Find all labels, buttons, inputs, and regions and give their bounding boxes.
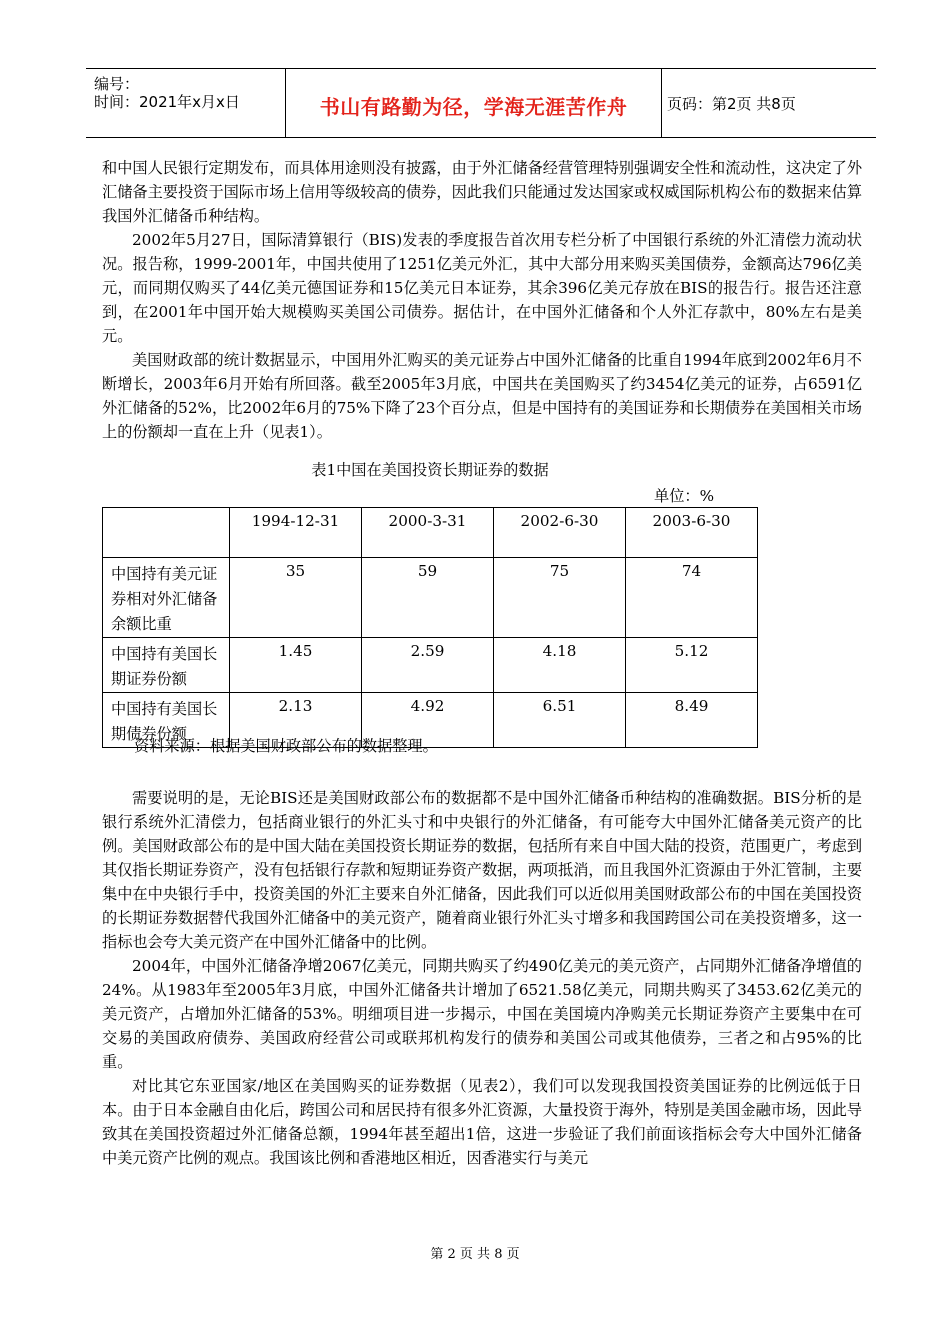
table-cell: 8.49 xyxy=(626,693,758,748)
table-cell: 2.59 xyxy=(362,638,494,693)
data-table xyxy=(102,507,758,748)
motto: 书山有路勤为径，学海无涯苦作舟 xyxy=(319,95,628,119)
table-cell: 74 xyxy=(626,558,758,638)
row-label: 中国持有美国长期债券份额 xyxy=(103,693,230,748)
column-header: 2000-3-31 xyxy=(362,508,494,558)
table-row xyxy=(103,558,758,638)
table-cell: 1.45 xyxy=(230,638,362,693)
table-corner-cell xyxy=(103,508,230,558)
table-cell: 4.18 xyxy=(494,638,626,693)
body-text-top xyxy=(102,156,862,444)
table-cell: 2.13 xyxy=(230,693,362,748)
table-header-row xyxy=(103,508,758,558)
row-label: 中国持有美元证券相对外汇储备余额比重 xyxy=(103,558,230,638)
paragraph: 和中国人民银行定期发布，而具体用途则没有披露，由于外汇储备经营管理特别强调安全性和流动性，这决定了外汇储备主要投资于国际市场上信用等级较高的债券，因此我们只能通过发达国家或权威国际机构公布的数据来估算我国外汇储备币种结构。 xyxy=(102,159,862,225)
header-meta xyxy=(86,69,284,137)
row-label: 中国持有美国长期证券份额 xyxy=(103,638,230,693)
column-header: 1994-12-31 xyxy=(230,508,362,558)
table-cell: 35 xyxy=(230,558,362,638)
page-info: 页码：第2页 共8页 xyxy=(667,95,796,113)
date-label: 时间：2021年x月x日 xyxy=(94,93,240,111)
column-header: 2003-6-30 xyxy=(626,508,758,558)
paragraph: 2002年5月27日，国际清算银行（BIS)发表的季度报告首次用专栏分析了中国银行系统的外汇清偿力流动状况。报告称，1999-2001年，中国共使用了1251亿美元外汇，其中大部分用来购买美国债券，金额高达796亿美元，而同期仅购买了44亿美元德国证券和15亿美元日本证券，其余396亿美元存放在BIS的报告行。报告还注意到，在2001年中国开始大规模购买美国公司债券。据估计，在中国外汇储备和个人外汇存款中，80%左右是美元。 xyxy=(102,231,862,345)
paragraph: 需要说明的是，无论BIS还是美国财政部公布的数据都不是中国外汇储备币种结构的准确数据。BIS分析的是银行系统外汇清偿力，包括商业银行的外汇头寸和中央银行的外汇储备，有可能夸大中国外汇储备美元资产的比例。美国财政部公布的是中国大陆在美国投资长期证券的数据，包括所有来自中国大陆的投资，范围更广，考虑到其仅指长期证券资产，没有包括银行存款和短期证券资产数据，两项抵消，而且我国外汇资源由于外汇管制，主要集中在中央银行手中，投资美国的外汇主要来自外汇储备，因此我们可以近似用美国财政部公布的中国在美国投资的长期证券数据替代我国外汇储备中的美元资产，随着商业银行外汇头寸增多和我国跨国公司在美投资增多，这一指标也会夸大美元资产在中国外汇储备中的比例。 xyxy=(102,789,862,951)
page-footer: 第 2 页 共 8 页 xyxy=(430,1247,520,1262)
body-text-bottom xyxy=(102,786,862,1170)
paragraph: 美国财政部的统计数据显示，中国用外汇购买的美元证券占中国外汇储备的比重自1994年底到2002年6月不断增长，2003年6月开始有所回落。截至2005年3月底，中国共在美国购买了约3454亿美元的证券，占6591亿外汇储备的52%，比2002年6月的75%下降了23个百分点，但是中国持有的美国证券和长期债券在美国相关市场上的份额却一直在上升（见表1）。 xyxy=(102,351,862,441)
table-source: 资料来源：根据美国财政部公布的数据整理。 xyxy=(134,737,438,755)
page-header xyxy=(86,68,876,138)
column-header: 2002-6-30 xyxy=(494,508,626,558)
paragraph: 2004年，中国外汇储备净增2067亿美元，同期共购买了约490亿美元的美元资产，占同期外汇储备净增值的24%。从1983年至2005年3月底，中国外汇储备共计增加了6521.58亿美元，同期共购买了3453.62亿美元的美元资产，占增加外汇储备的53%。明细项目进一步揭示，中国在美国境内净购美元长期证券资产主要集中在可交易的美国政府债券、美国政府经营公司或联邦机构发行的债券和美国公司或其他债券，三者之和占95%的比重。 xyxy=(102,957,862,1071)
table-unit: 单位：% xyxy=(654,487,714,505)
paragraph: 对比其它东亚国家/地区在美国购买的证券数据（见表2），我们可以发现我国投资美国证券的比例远低于日本。由于日本金融自由化后，跨国公司和居民持有很多外汇资源，大量投资于海外，特别是美国金融市场，因此导致其在美国投资超过外汇储备总额，1994年甚至超出1倍，这进一步验证了我们前面该指标会夸大中国外汇储备中美元资产比例的观点。我国该比例和香港地区相近，因香港实行与美元 xyxy=(102,1077,862,1167)
table-cell: 4.92 xyxy=(362,693,494,748)
table-cell: 75 xyxy=(494,558,626,638)
table-cell: 5.12 xyxy=(626,638,758,693)
table-row xyxy=(103,638,758,693)
table-cell: 6.51 xyxy=(494,693,626,748)
serial-label: 编号： xyxy=(94,75,140,93)
header-motto-cell xyxy=(285,69,662,137)
header-page-cell xyxy=(661,69,876,137)
table-cell: 59 xyxy=(362,558,494,638)
table-caption: 表1中国在美国投资长期证券的数据 xyxy=(311,461,549,479)
